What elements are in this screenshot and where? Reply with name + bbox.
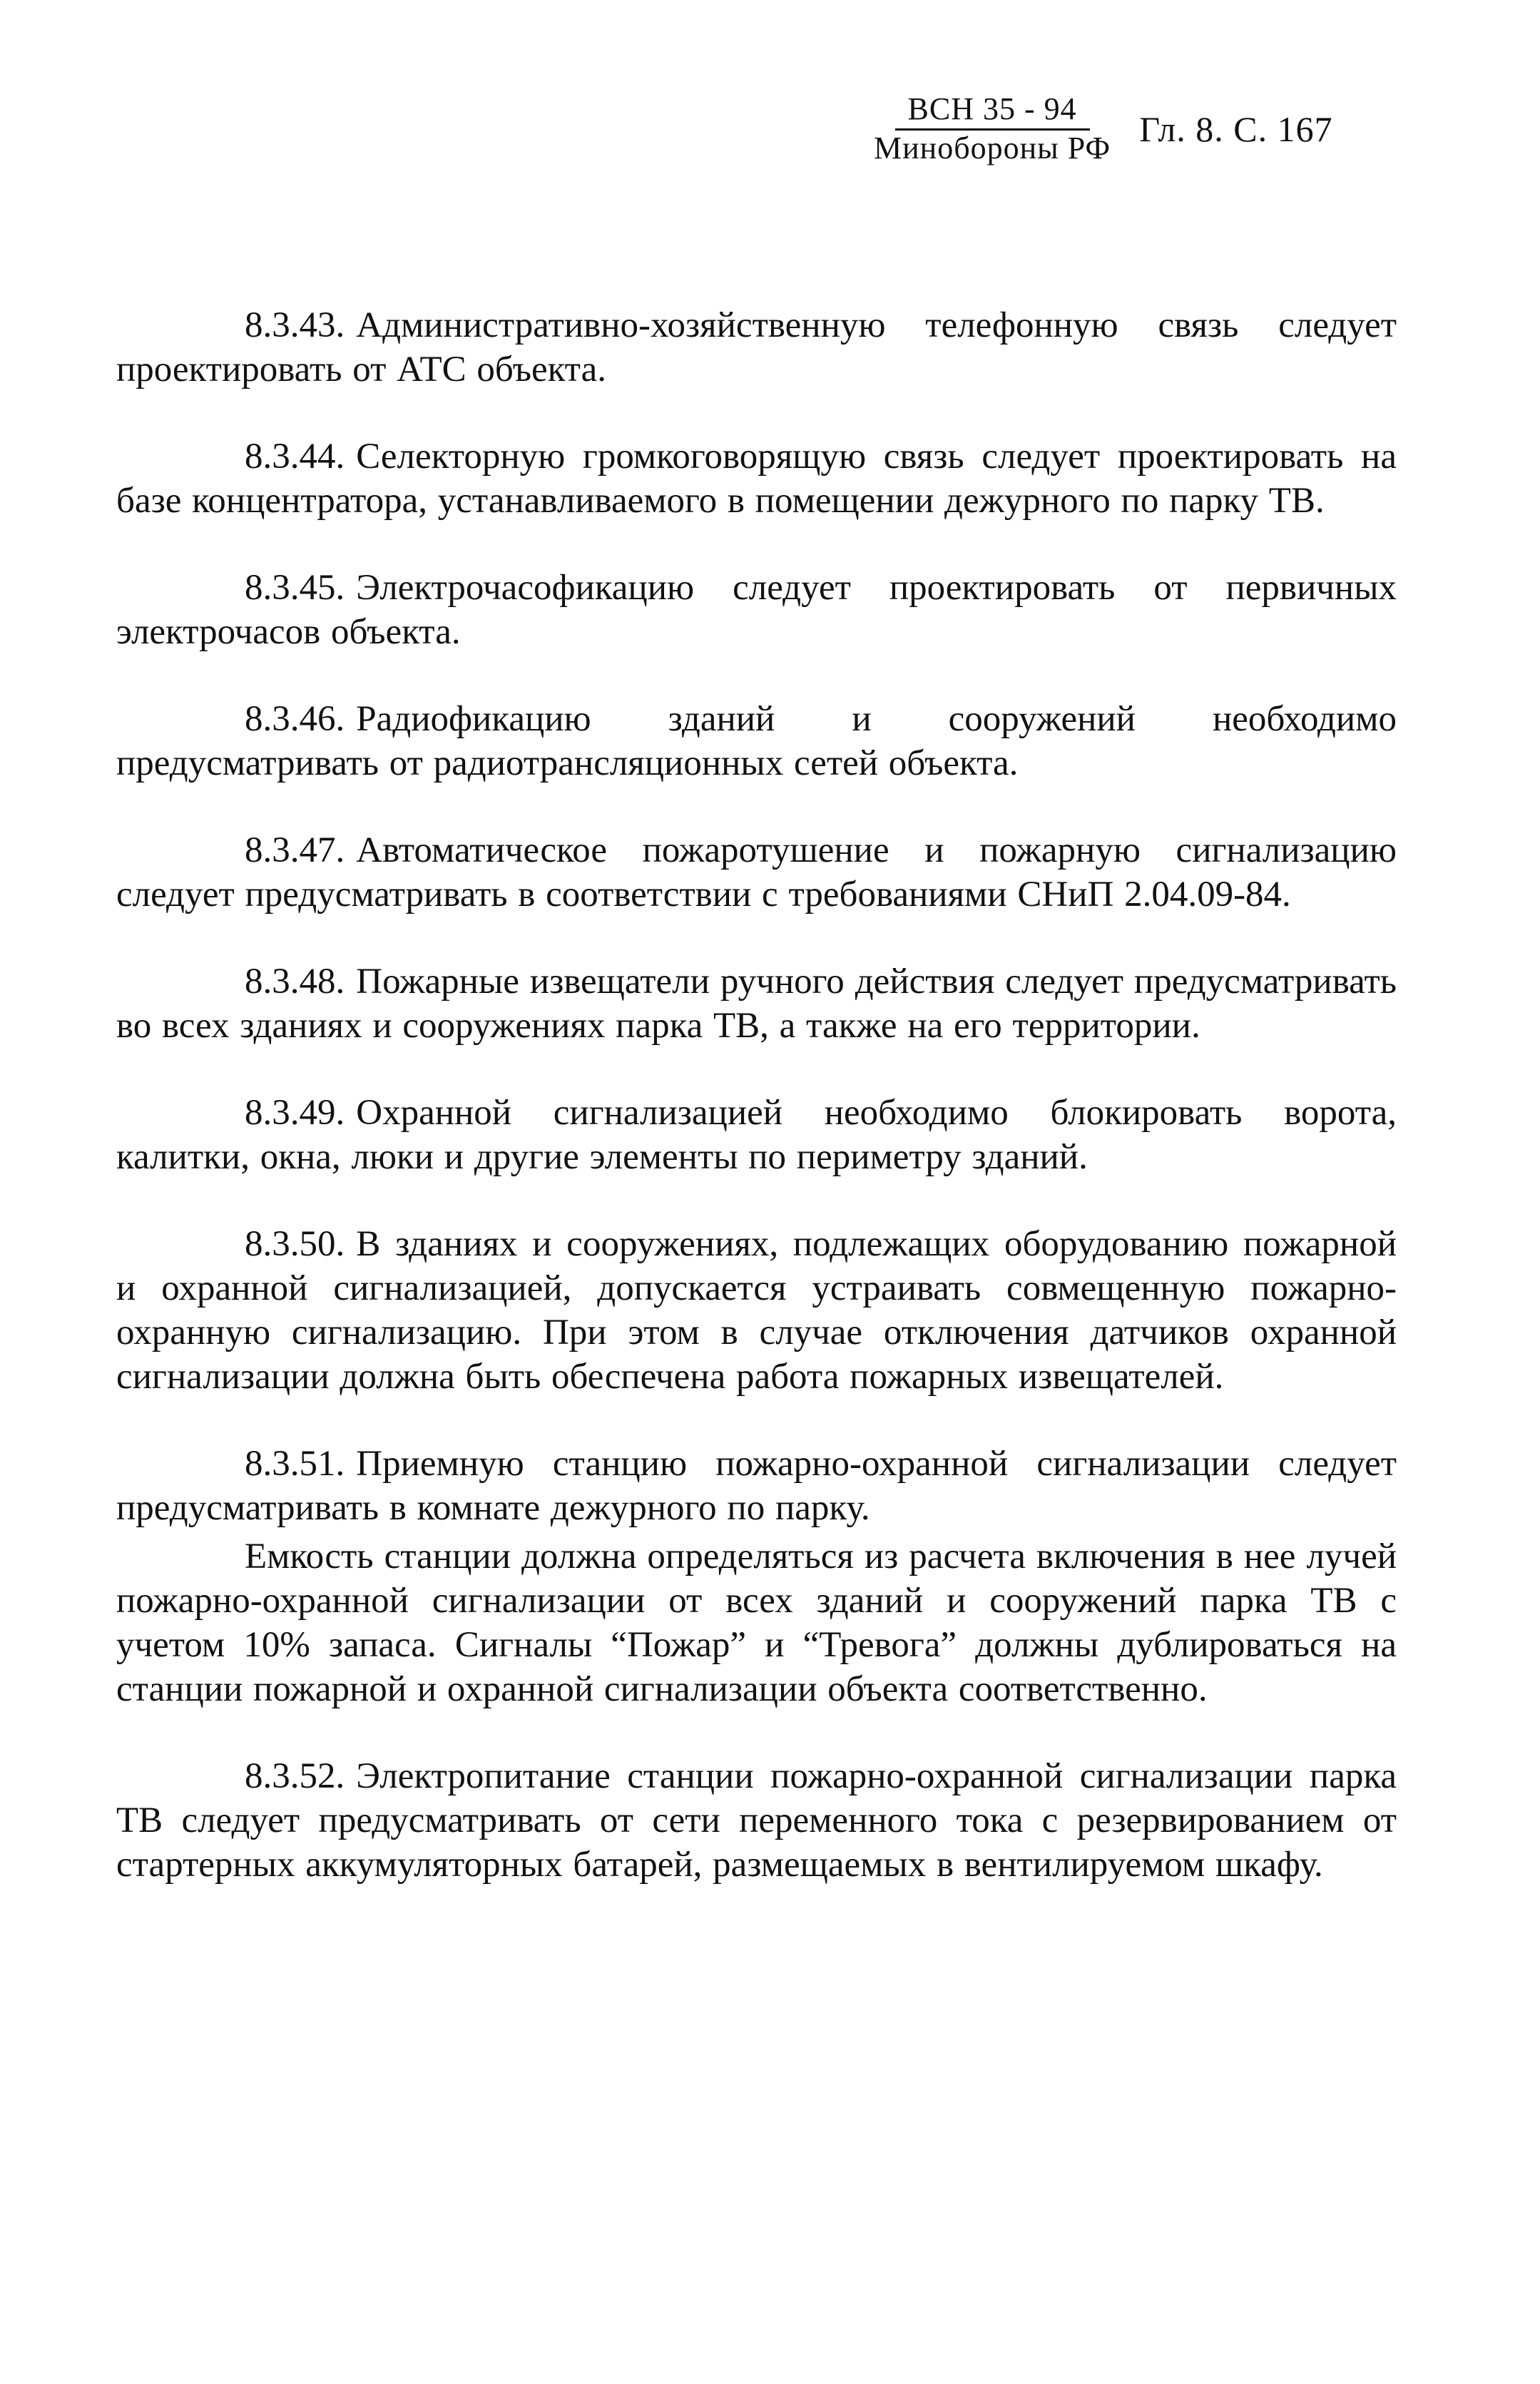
paragraph-number: 8.3.45. — [245, 568, 345, 608]
paragraph-number: 8.3.49. — [245, 1093, 345, 1133]
paragraph-text: В зданиях и сооружениях, подлежащих оборудованию пожарной и охранной сигнализацией, допускается устраивать совмещенную пожарно-охранную сигнализацию. При этом в случае отключения датчиков охранной сигнализации должна быть обеспечена работа пожарных извещателей. — [116, 1224, 1397, 1397]
paragraph-text: Пожарные извещатели ручного действия следует предусматривать во всех зданиях и сооружениях парка ТВ, а также на его территории. — [116, 962, 1397, 1046]
document-code: ВСН 35 - 94 — [895, 93, 1090, 131]
paragraph-number: 8.3.52. — [245, 1756, 345, 1796]
paragraph-text: Радиофикацию зданий и сооружений необходимо предусматривать от радиотрансляционных сетей объекта. — [116, 699, 1397, 783]
paragraph-text: Автоматическое пожаротушение и пожарную сигнализацию следует предусматривать в соответствии с требованиями СНиП 2.04.09-84. — [116, 830, 1397, 915]
paragraph-text: Электрочасофикацию следует проектировать от первичных электрочасов объекта. — [116, 568, 1397, 652]
page-header — [874, 93, 1333, 165]
paragraph-number: 8.3.47. — [245, 830, 345, 870]
paragraph-number: 8.3.44. — [245, 437, 345, 477]
paragraph-8-3-49 — [116, 1091, 1397, 1179]
organization-name: Минобороны РФ — [874, 131, 1111, 166]
paragraph-text: Приемную станцию пожарно-охранной сигнализации следует предусматривать в комнате дежурного по парку. — [116, 1444, 1397, 1528]
paragraph-text: Административно-хозяйственную телефонную связь следует проектировать от АТС объекта. — [116, 305, 1397, 389]
paragraph-text: Селекторную громкоговорящую связь следует проектировать на базе концентратора, устанавливаемого в помещении дежурного по парку ТВ. — [116, 437, 1397, 521]
paragraph-8-3-46 — [116, 697, 1397, 785]
paragraph-8-3-48 — [116, 959, 1397, 1048]
paragraph-number: 8.3.50. — [245, 1224, 345, 1264]
document-body — [116, 303, 1397, 1930]
paragraph-number: 8.3.48. — [245, 962, 345, 1002]
paragraph-8-3-47 — [116, 828, 1397, 917]
paragraph-8-3-51-continuation — [116, 1534, 1397, 1711]
chapter-page-reference: Гл. 8. С. 167 — [1139, 108, 1333, 149]
paragraph-text: Охранной сигнализацией необходимо блокировать ворота, калитки, окна, люки и другие элементы по периметру зданий. — [116, 1093, 1397, 1177]
paragraph-text: Электропитание станции пожарно-охранной сигнализации парка ТВ следует предусматривать от сети переменного тока с резервированием от стартерных аккумуляторных батарей, размещаемых в вентилируемом шкафу. — [116, 1756, 1397, 1885]
paragraph-8-3-43 — [116, 303, 1397, 392]
paragraph-8-3-52 — [116, 1754, 1397, 1887]
paragraph-8-3-50 — [116, 1222, 1397, 1399]
document-code-block — [874, 93, 1111, 165]
paragraph-text: Емкость станции должна определяться из расчета включения в нее лучей пожарно-охранной сигнализации от всех зданий и сооружений парка ТВ с учетом 10% запаса. Сигналы “Пожар” и “Тревога” должны дублироваться на станции пожарной и охранной сигнализации объекта соответственно. — [116, 1537, 1397, 1709]
paragraph-8-3-44 — [116, 434, 1397, 523]
paragraph-number: 8.3.46. — [245, 699, 345, 739]
paragraph-8-3-51 — [116, 1442, 1397, 1530]
paragraph-number: 8.3.43. — [245, 305, 345, 345]
paragraph-8-3-45 — [116, 566, 1397, 654]
paragraph-number: 8.3.51. — [245, 1444, 345, 1484]
